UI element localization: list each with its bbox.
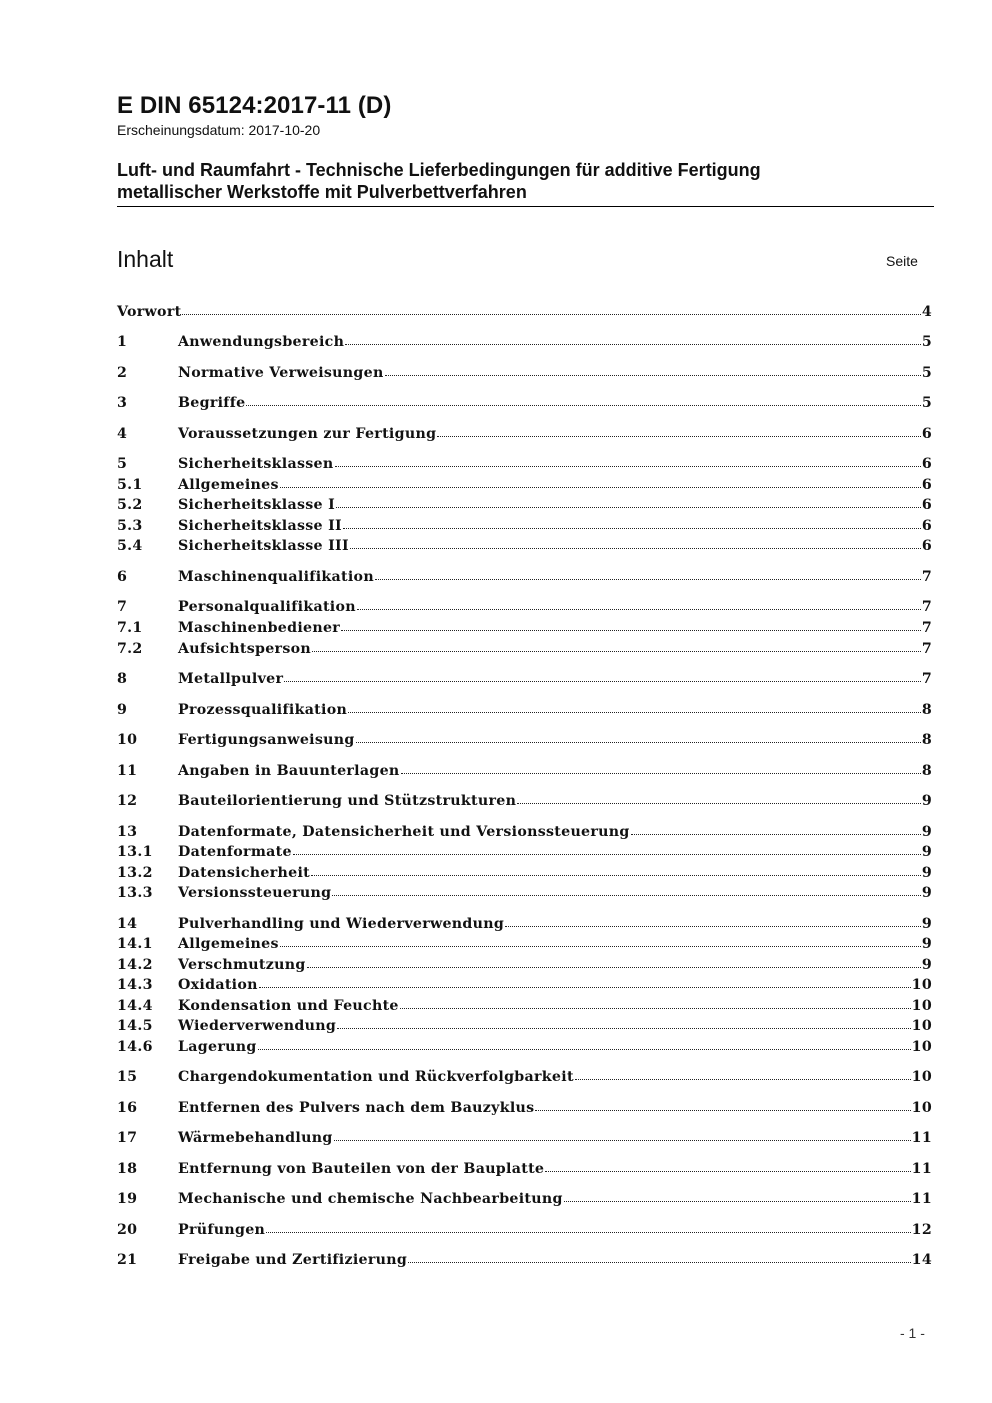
toc-entry[interactable] [117,1099,932,1119]
toc-dot-leader [336,495,921,508]
toc-entry-page: 10 [911,1069,932,1085]
toc-entry-number: 5.2 [117,497,143,513]
toc-entry[interactable] [117,956,932,976]
toc-dot-leader [307,955,921,968]
toc-entry[interactable] [117,1160,932,1180]
toc-entry-title: Normative Verweisungen [178,365,384,381]
toc-dot-leader [258,1037,911,1050]
toc-entry-title: Anwendungsbereich [178,334,345,350]
toc-entry-number: 18 [117,1161,138,1177]
toc-entry-number: 9 [117,702,128,718]
toc-entry[interactable] [117,915,932,935]
toc-entry-title: Fertigungsanweisung [178,732,355,748]
toc-entry-number: 13.2 [117,865,153,881]
toc-entry[interactable] [117,537,932,557]
toc-dot-leader [350,536,921,549]
toc-entry[interactable] [117,701,932,721]
toc-entry-title: Voraussetzungen zur Fertigung [178,426,437,442]
toc-entry-title: Bauteilorientierung und Stützstrukturen [178,793,517,809]
toc-entry[interactable] [117,496,932,516]
toc-entry[interactable] [117,425,932,445]
toc-entry-number: 20 [117,1222,138,1238]
toc-entry-title: Wiederverwendung [178,1018,337,1034]
toc-dot-leader [401,761,921,774]
toc-dot-leader [246,393,920,406]
toc-entry[interactable] [117,884,932,904]
document-code: E DIN 65124:2017-11 (D) [117,92,392,119]
toc-entry[interactable] [117,1068,932,1088]
toc-entry-page: 14 [911,1252,932,1268]
toc-entry-title: Verschmutzung [178,957,306,973]
toc-entry-number: 16 [117,1100,138,1116]
toc-dot-leader [341,618,921,631]
toc-entry[interactable] [117,864,932,884]
title-divider [117,206,934,207]
toc-entry-page: 5 [921,395,932,411]
toc-entry-title: Datenformate, Datensicherheit und Versionssteuerung [178,824,630,840]
publication-date: Erscheinungsdatum: 2017-10-20 [117,122,321,138]
toc-entry-page: 8 [921,702,932,718]
toc-entry[interactable] [117,364,932,384]
toc-dot-leader [400,996,911,1009]
toc-entry-title: Prüfungen [178,1222,266,1238]
toc-entry-page: 8 [921,763,932,779]
toc-entry-number: 5 [117,456,128,472]
toc-entry[interactable] [117,843,932,863]
toc-entry-number: 1 [117,334,128,350]
page-number: - 1 - [900,1325,925,1341]
toc-entry[interactable] [117,517,932,537]
toc-entry-page: 5 [921,334,932,350]
toc-dot-leader [293,842,921,855]
toc-entry-title: Allgemeines [178,936,279,952]
toc-entry[interactable] [117,823,932,843]
toc-entry-title: Vorwort [117,304,182,320]
toc-entry[interactable] [117,394,932,414]
toc-entry-page: 4 [921,304,932,320]
toc-dot-leader [385,363,921,376]
toc-entry-page: 9 [921,865,932,881]
toc-dot-leader [266,1220,911,1233]
toc-entry-number: 13 [117,824,138,840]
toc-entry-title: Angaben in Bauunterlagen [178,763,400,779]
toc-dot-leader [335,454,921,467]
toc-entry-number: 11 [117,763,138,779]
toc-entry-number: 5.3 [117,518,143,534]
toc-dot-leader [345,332,921,345]
toc-entry-page: 6 [921,456,932,472]
toc-entry[interactable] [117,1129,932,1149]
toc-dot-leader [575,1067,911,1080]
toc-entry-title: Chargendokumentation und Rückverfolgbarkeit [178,1069,574,1085]
toc-entry-number: 17 [117,1130,138,1146]
toc-entry-page: 8 [921,732,932,748]
toc-entry-page: 10 [911,1100,932,1116]
toc-entry-page: 7 [921,671,932,687]
toc-entry-page: 10 [911,1018,932,1034]
toc-entry-number: 13.3 [117,885,153,901]
toc-entry-page: 9 [921,885,932,901]
toc-entry-page: 9 [921,844,932,860]
toc-entry[interactable] [117,303,932,323]
toc-entry-number: 13.1 [117,844,153,860]
toc-entry[interactable] [117,476,932,496]
toc-entry-number: 7.2 [117,641,143,657]
toc-entry-number: 15 [117,1069,138,1085]
toc-entry-page: 6 [921,497,932,513]
toc-entry-title: Entfernen des Pulvers nach dem Bauzyklus [178,1100,535,1116]
toc-entry-title: Maschinenqualifikation [178,569,374,585]
toc-entry-number: 5.1 [117,477,143,493]
toc-entry[interactable] [117,1251,932,1271]
toc-dot-leader [312,639,921,652]
toc-entry[interactable] [117,976,932,996]
toc-dot-leader [408,1250,911,1263]
toc-dot-leader [505,914,921,927]
toc-entry-page: 10 [911,1039,932,1055]
toc-entry-number: 7 [117,599,128,615]
toc-entry[interactable] [117,568,932,588]
toc-entry-number: 14.3 [117,977,153,993]
toc-entry-title: Sicherheitsklasse I [178,497,336,513]
toc-entry-title: Pulverhandling und Wiederverwendung [178,916,505,932]
toc-entry-number: 10 [117,732,138,748]
toc-dot-leader [564,1189,911,1202]
toc-entry-number: 14.6 [117,1039,153,1055]
toc-dot-leader [348,700,921,713]
toc-entry[interactable] [117,619,932,639]
toc-entry-title: Metallpulver [178,671,284,687]
toc-entry-number: 14.4 [117,998,153,1014]
toc-dot-leader [280,934,921,947]
toc-entry-title: Versionssteuerung [178,885,332,901]
toc-entry-title: Sicherheitsklasse II [178,518,342,534]
toc-dot-leader [545,1159,910,1172]
toc-entry-number: 3 [117,395,128,411]
toc-entry-number: 8 [117,671,128,687]
toc-heading: Inhalt [117,246,174,272]
toc-entry-page: 11 [911,1130,932,1146]
toc-dot-leader [535,1098,910,1111]
document-title-line-2: metallischer Werkstoffe mit Pulverbettverfahren [117,182,527,202]
toc-entry-page: 6 [921,538,932,554]
toc-dot-leader [437,424,921,437]
toc-entry[interactable] [117,1221,932,1241]
toc-entry-title: Prozessqualifikation [178,702,348,718]
toc-dot-leader [343,516,921,529]
toc-dot-leader [334,1128,911,1141]
toc-dot-leader [337,1016,911,1029]
toc-entry[interactable] [117,640,932,660]
toc-entry-title: Sicherheitsklasse III [178,538,349,554]
toc-entry-page: 9 [921,957,932,973]
toc-entry-title: Personalqualifikation [178,599,356,615]
toc-dot-leader [311,863,921,876]
toc-entry-number: 19 [117,1191,138,1207]
toc-entry-page: 7 [921,620,932,636]
toc-entry-page: 7 [921,569,932,585]
toc-entry[interactable] [117,997,932,1017]
toc-entry-number: 21 [117,1252,138,1268]
toc-dot-leader [357,597,921,610]
toc-entry-number: 4 [117,426,128,442]
toc-entry[interactable] [117,333,932,353]
toc-dot-leader [280,475,921,488]
toc-entry-title: Wärmebehandlung [178,1130,333,1146]
toc-entry[interactable] [117,731,932,751]
toc-dot-leader [284,669,921,682]
document-title [117,159,932,203]
toc-entry-number: 14.5 [117,1018,153,1034]
toc-entry-page: 11 [911,1191,932,1207]
toc-entry-number: 7.1 [117,620,143,636]
toc-dot-leader [332,883,920,896]
toc-entry-title: Lagerung [178,1039,257,1055]
toc-entry-page: 10 [911,998,932,1014]
toc-dot-leader [631,822,921,835]
toc-entry-page: 7 [921,641,932,657]
toc-entry-page: 10 [911,977,932,993]
page-column-label: Seite [886,253,918,269]
toc-entry-number: 14.1 [117,936,153,952]
toc-entry-title: Allgemeines [178,477,279,493]
toc-entry[interactable] [117,1038,932,1058]
toc-entry-page: 9 [921,793,932,809]
toc-dot-leader [182,302,920,315]
toc-entry-title: Begriffe [178,395,246,411]
toc-dot-leader [517,791,921,804]
toc-entry[interactable] [117,935,932,955]
toc-entry-title: Entfernung von Bauteilen von der Bauplatte [178,1161,545,1177]
toc-entry[interactable] [117,1017,932,1037]
toc-dot-leader [375,567,921,580]
toc-entry-title: Aufsichtsperson [178,641,311,657]
toc-entry-title: Sicherheitsklassen [178,456,334,472]
toc-entry-number: 5.4 [117,538,143,554]
toc-entry-title: Datensicherheit [178,865,311,881]
toc-entry-title: Freigabe und Zertifizierung [178,1252,408,1268]
toc-entry-number: 12 [117,793,138,809]
toc-entry[interactable] [117,598,932,618]
toc-entry-page: 12 [911,1222,932,1238]
toc-entry[interactable] [117,1190,932,1210]
toc-entry[interactable] [117,455,932,475]
toc-dot-leader [356,730,921,743]
toc-entry-number: 14 [117,916,138,932]
toc-entry-number: 2 [117,365,128,381]
document-title-line-1: Luft- und Raumfahrt - Technische Lieferbedingungen für additive Fertigung [117,160,761,180]
toc-entry[interactable] [117,792,932,812]
toc-entry-page: 5 [921,365,932,381]
toc-entry-number: 6 [117,569,128,585]
toc-entry-title: Kondensation und Feuchte [178,998,399,1014]
toc-entry-page: 9 [921,936,932,952]
toc-entry-title: Datenformate [178,844,292,860]
toc-entry-page: 7 [921,599,932,615]
toc-entry[interactable] [117,670,932,690]
toc-entry-page: 9 [921,824,932,840]
toc-entry-title: Maschinenbediener [178,620,341,636]
toc-entry-page: 6 [921,477,932,493]
toc-entry-number: 14.2 [117,957,153,973]
toc-entry-page: 6 [921,426,932,442]
toc-dot-leader [259,975,911,988]
toc-entry-page: 11 [911,1161,932,1177]
toc-entry-page: 9 [921,916,932,932]
toc-entry-title: Oxidation [178,977,258,993]
toc-entry[interactable] [117,762,932,782]
toc-entry-page: 6 [921,518,932,534]
toc-entry-title: Mechanische und chemische Nachbearbeitung [178,1191,563,1207]
